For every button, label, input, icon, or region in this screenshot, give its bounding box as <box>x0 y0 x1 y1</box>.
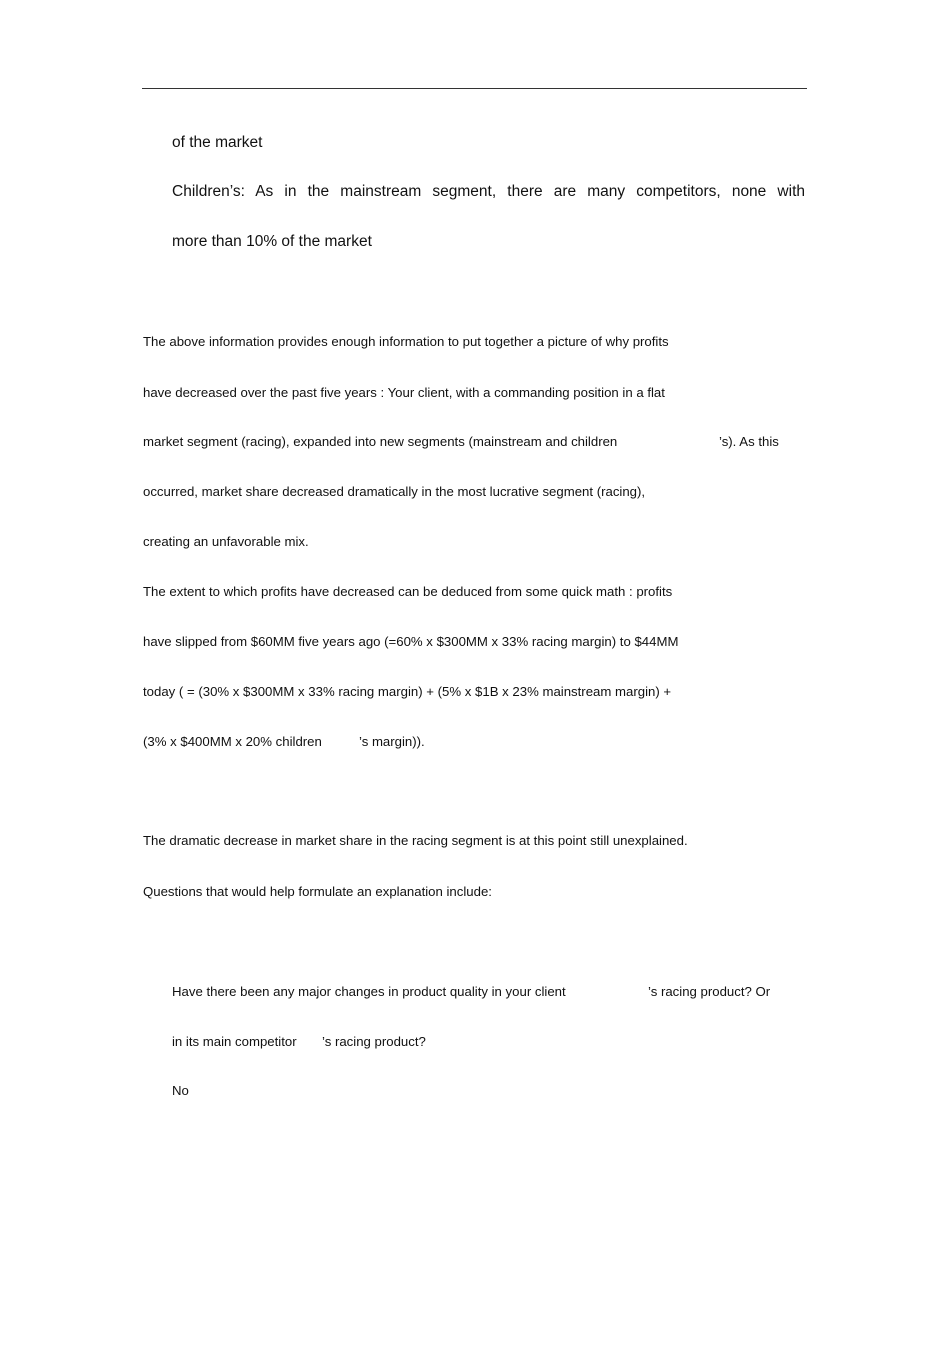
paragraph-line: today ( = (30% x $300MM x 33% racing margin) + (5% x $1B x 23% mainstream margin) + <box>143 684 672 699</box>
segment-text-line: of the market <box>172 134 263 151</box>
paragraph-line: The dramatic decrease in market share in the racing segment is at this point still unexplained. <box>143 833 688 848</box>
question-line: Have there been any major changes in product quality in your client <box>172 984 566 999</box>
paragraph-line: have decreased over the past five years : Your client, with a commanding position in a flat <box>143 385 665 400</box>
question-line-fragment: ’s racing product? <box>322 1034 426 1049</box>
question-line-fragment: ’s racing product? Or <box>648 984 771 999</box>
question-line: in its main competitor <box>172 1034 297 1049</box>
paragraph-line: (3% x $400MM x 20% children <box>143 734 322 749</box>
answer-text: No <box>172 1083 189 1098</box>
paragraph-line-fragment: ’s). As this <box>719 434 779 449</box>
paragraph-line: market segment (racing), expanded into new segments (mainstream and children <box>143 434 618 449</box>
header-rule <box>142 88 807 89</box>
children-segment-line: more than 10% of the market <box>172 233 372 250</box>
children-segment-line: Children’s: As in the mainstream segment, there are many competitors, none with <box>172 183 805 200</box>
paragraph-line: creating an unfavorable mix. <box>143 534 309 549</box>
paragraph-line: The above information provides enough information to put together a picture of why profits <box>143 334 669 349</box>
paragraph-line: The extent to which profits have decreased can be deduced from some quick math : profits <box>143 584 673 599</box>
paragraph-line-fragment: ’s margin)). <box>359 734 425 749</box>
paragraph-line: have slipped from $60MM five years ago (=60% x $300MM x 33% racing margin) to $44MM <box>143 634 679 649</box>
paragraph-line: Questions that would help formulate an explanation include: <box>143 884 492 899</box>
paragraph-line: occurred, market share decreased dramatically in the most lucrative segment (racing), <box>143 484 646 499</box>
